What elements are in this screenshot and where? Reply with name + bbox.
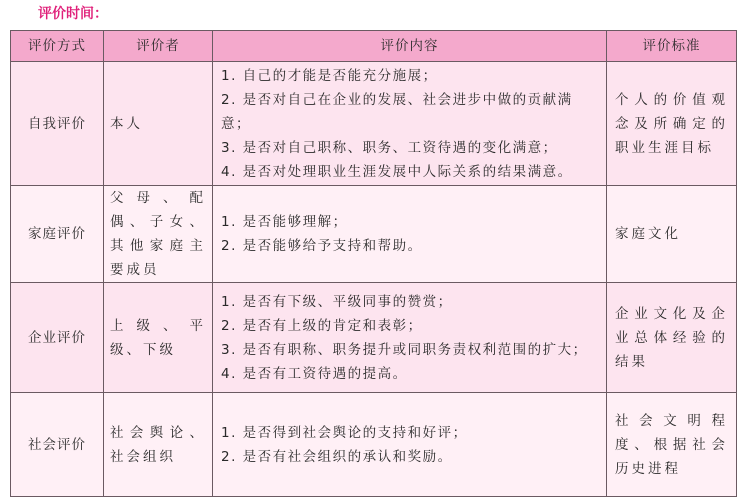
cell-evaluator: 本人 xyxy=(104,62,213,186)
content-item: 3. 是否有职称、职务提升或同职务责权利范围的扩大； xyxy=(221,341,588,358)
cell-content xyxy=(213,62,607,186)
content-list xyxy=(221,210,598,258)
cell-method: 家庭评价 xyxy=(11,186,104,283)
cell-content xyxy=(213,186,607,283)
header-method: 评价方式 xyxy=(11,31,104,62)
cell-evaluator: 父母、配偶、子女、其他家庭主要成员 xyxy=(104,186,213,283)
content-item: 1. 自己的才能是否能充分施展； xyxy=(221,67,438,84)
cell-criteria: 家庭文化 xyxy=(607,186,737,283)
cell-content xyxy=(213,283,607,393)
content-list xyxy=(221,64,598,184)
cell-criteria: 企业文化及企业总体经验的结果 xyxy=(607,283,737,393)
cell-method: 自我评价 xyxy=(11,62,104,186)
cell-method: 社会评价 xyxy=(11,393,104,497)
content-item: 2. 是否对自己在企业的发展、社会进步中做的贡献满意； xyxy=(221,91,573,132)
content-item: 1. 是否能够理解； xyxy=(221,214,348,230)
table-row-society xyxy=(11,393,737,497)
content-item: 2. 是否能够给予支持和帮助。 xyxy=(221,238,423,254)
content-item: 2. 是否有社会组织的承认和奖励。 xyxy=(221,448,453,465)
content-item: 1. 是否得到社会舆论的支持和好评； xyxy=(221,424,468,441)
evaluation-time-label: 评价时间： xyxy=(38,6,108,22)
table-row-family xyxy=(11,186,737,283)
cell-evaluator: 上级、平级、下级 xyxy=(104,283,213,393)
table-row-enterprise xyxy=(11,283,737,393)
content-item: 1. 是否有下级、平级同事的赞赏； xyxy=(221,293,453,310)
cell-criteria: 社会文明程度、根据社会历史进程 xyxy=(607,393,737,497)
cell-evaluator: 社会舆论、社会组织 xyxy=(104,393,213,497)
header-content: 评价内容 xyxy=(213,31,607,62)
content-item: 4. 是否有工资待遇的提高。 xyxy=(221,365,408,382)
content-item: 3. 是否对自己职称、职务、工资待遇的变化满意； xyxy=(221,139,558,156)
cell-content xyxy=(213,393,607,497)
evaluation-table-container xyxy=(10,30,736,490)
evaluation-table xyxy=(10,30,737,497)
cell-criteria: 个人的价值观念及所确定的职业生涯目标 xyxy=(607,62,737,186)
table-header-row xyxy=(11,31,737,62)
content-item: 2. 是否有上级的肯定和表彰； xyxy=(221,317,423,334)
content-list xyxy=(221,421,598,469)
content-item: 4. 是否对处理职业生涯发展中人际关系的结果满意。 xyxy=(221,163,573,180)
content-list xyxy=(221,290,598,386)
cell-method: 企业评价 xyxy=(11,283,104,393)
header-criteria: 评价标准 xyxy=(607,31,737,62)
header-evaluator: 评价者 xyxy=(104,31,213,62)
table-row-self xyxy=(11,62,737,186)
